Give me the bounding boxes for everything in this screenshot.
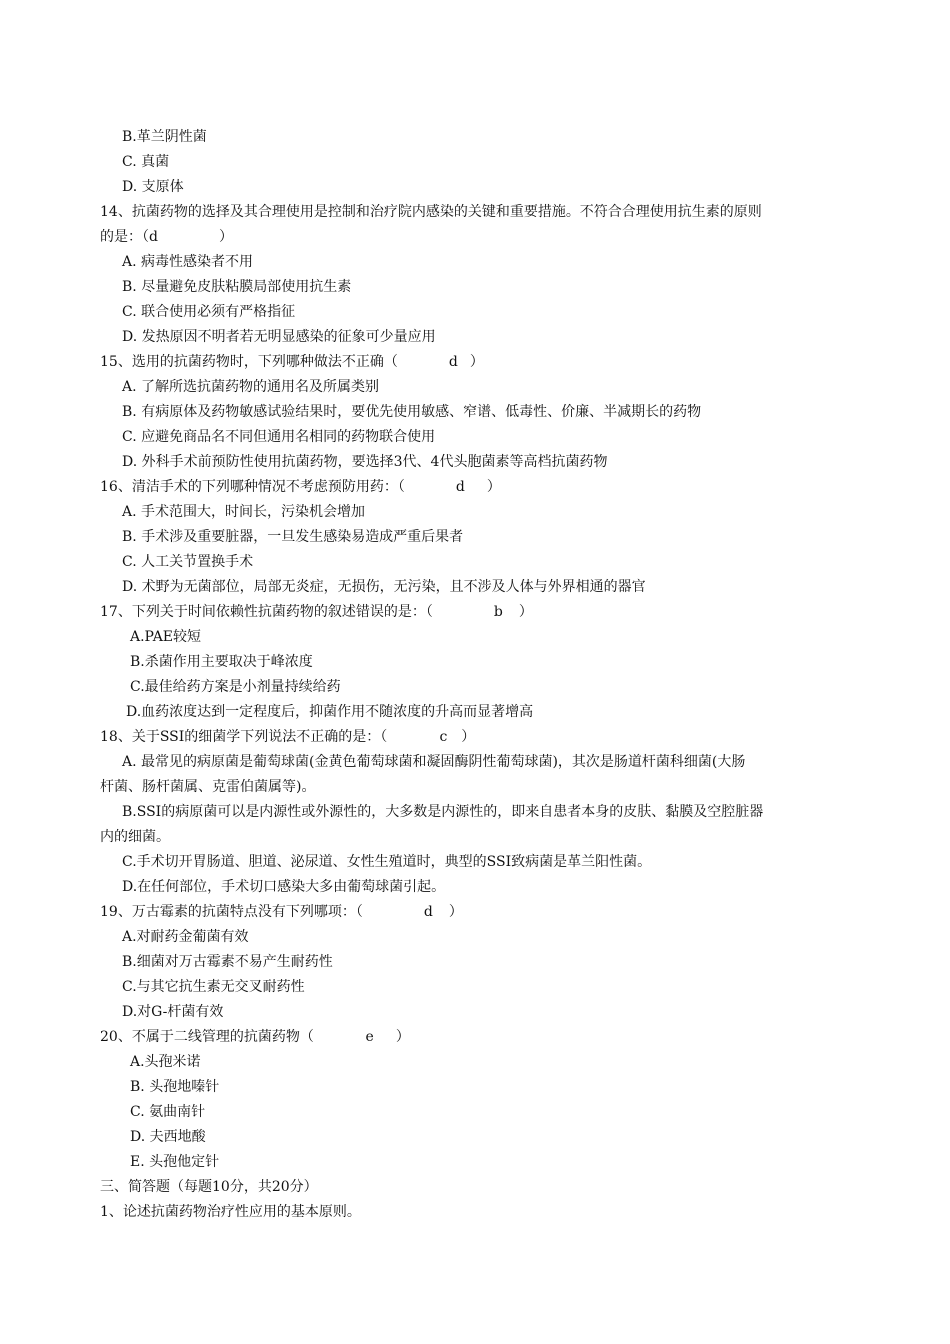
q15-option-d: D. 外科手术前预防性使用抗菌药物，要选择3代、4代头胞菌素等高档抗菌药物 <box>122 454 608 470</box>
q20-option-e: E. 头孢他定针 <box>130 1154 220 1170</box>
q20-stem-suffix: ） <box>395 1029 410 1045</box>
q17-stem <box>100 601 533 623</box>
q19-option-c: C.与其它抗生素无交叉耐药性 <box>122 979 305 995</box>
q14-option-a: A. 病毒性感染者不用 <box>122 254 254 270</box>
q17-option-a: A.PAE较短 <box>130 629 202 645</box>
q16-option-d: D. 术野为无菌部位，局部无炎症，无损伤，无污染，且不涉及人体与外界相通的器官 <box>122 579 646 595</box>
q16-answer: d <box>455 479 465 495</box>
q18-answer: c <box>439 729 448 745</box>
q16-option-b: B. 手术涉及重要脏器，一旦发生感染易造成严重后果者 <box>122 529 464 545</box>
q14-option-b: B. 尽量避免皮肤粘膜局部使用抗生素 <box>122 279 352 295</box>
q18-stem <box>100 726 475 748</box>
q14-stem-line1: 14、抗菌药物的选择及其合理使用是控制和治疗院内感染的关键和重要措施。不符合合理使用抗生素的原则 <box>100 204 762 220</box>
q17-option-b: B.杀菌作用主要取决于峰浓度 <box>130 654 313 670</box>
q18-option-b-line1: B.SSI的病原菌可以是内源性或外源性的，大多数是内源性的，即来自患者本身的皮肤、黏膜及空腔脏器 <box>122 804 764 820</box>
q17-option-d: D.血药浓度达到一定程度后，抑菌作用不随浓度的升高而显著增高 <box>126 704 534 720</box>
q18-option-a-line1: A. 最常见的病原菌是葡萄球菌(金黄色葡萄球菌和凝固酶阴性葡萄球菌)，其次是肠道杆菌科细菌(大肠 <box>122 754 746 770</box>
q18-option-b-line2: 内的细菌。 <box>100 829 170 845</box>
q13-option-d: D. 支原体 <box>122 179 184 195</box>
q19-stem-prefix: 19、万古霉素的抗菌特点没有下列哪项：（ <box>100 904 363 920</box>
q16-stem-prefix: 16、清洁手术的下列哪种情况不考虑预防用药：（ <box>100 479 405 495</box>
q15-option-b: B. 有病原体及药物敏感试验结果时，要优先使用敏感、窄谱、低毒性、价廉、半减期长的药物 <box>122 404 702 420</box>
q20-stem-prefix: 20、不属于二线管理的抗菌药物（ <box>100 1029 314 1045</box>
q17-option-c: C.最佳给药方案是小剂量持续给药 <box>130 679 341 695</box>
q19-answer: d <box>423 904 433 920</box>
q15-stem <box>100 351 484 373</box>
q14-option-d: D. 发热原因不明者若无明显感染的征象可少量应用 <box>122 329 436 345</box>
q16-stem-suffix: ） <box>486 479 501 495</box>
q20-option-d: D. 夫西地酸 <box>130 1129 206 1145</box>
q15-stem-prefix: 15、选用的抗菌药物时，下列哪种做法不正确（ <box>100 354 398 370</box>
q15-stem-suffix: ） <box>469 354 484 370</box>
q19-option-d: D.对G-杆菌有效 <box>122 1004 224 1020</box>
q16-option-c: C. 人工关节置换手术 <box>122 554 254 570</box>
q17-answer: b <box>493 604 503 620</box>
q18-option-a-line2: 杆菌、肠杆菌属、克雷伯菌属等)。 <box>100 779 316 795</box>
q18-stem-suffix: ） <box>461 729 476 745</box>
section3-question-1: 1、论述抗菌药物治疗性应用的基本原则。 <box>100 1204 361 1220</box>
q14-stem-suffix: ） <box>219 229 233 245</box>
q14-stem-line2 <box>100 226 233 248</box>
q13-option-c: C. 真菌 <box>122 154 170 170</box>
q20-option-a: A.头孢米诺 <box>130 1054 201 1070</box>
q17-stem-suffix: ） <box>518 604 533 620</box>
q14-stem-prefix: 的是：（ <box>100 229 149 245</box>
q20-option-c: C. 氨曲南针 <box>130 1104 206 1120</box>
q18-stem-prefix: 18、关于SSI的细菌学下列说法不正确的是：（ <box>100 729 388 745</box>
q20-stem <box>100 1026 410 1048</box>
q18-option-d: D.在任何部位，手术切口感染大多由葡萄球菌引起。 <box>122 879 446 895</box>
q19-option-b: B.细菌对万古霉素不易产生耐药性 <box>122 954 333 970</box>
q16-option-a: A. 手术范围大，时间长，污染机会增加 <box>122 504 366 520</box>
q15-option-a: A. 了解所选抗菌药物的通用名及所属类别 <box>122 379 380 395</box>
q16-stem <box>100 476 501 498</box>
q19-stem <box>100 901 463 923</box>
q19-option-a: A.对耐药金葡菌有效 <box>122 929 249 945</box>
q20-answer: e <box>365 1029 374 1045</box>
q15-answer: d <box>448 354 458 370</box>
q20-option-b: B. 头孢地嗪针 <box>130 1079 220 1095</box>
q17-stem-prefix: 17、下列关于时间依赖性抗菌药物的叙述错误的是：（ <box>100 604 433 620</box>
section3-heading: 三、简答题（每题10分，共20分） <box>100 1179 318 1195</box>
q18-option-c: C.手术切开胃肠道、胆道、泌尿道、女性生殖道时，典型的SSI致病菌是革兰阳性菌。 <box>122 854 652 870</box>
q19-stem-suffix: ） <box>448 904 463 920</box>
q13-option-b: B.革兰阴性菌 <box>122 129 207 145</box>
q14-answer: d <box>149 229 158 245</box>
q14-option-c: C. 联合使用必须有严格指征 <box>122 304 296 320</box>
q15-option-c: C. 应避免商品名不同但通用名相同的药物联合使用 <box>122 429 436 445</box>
